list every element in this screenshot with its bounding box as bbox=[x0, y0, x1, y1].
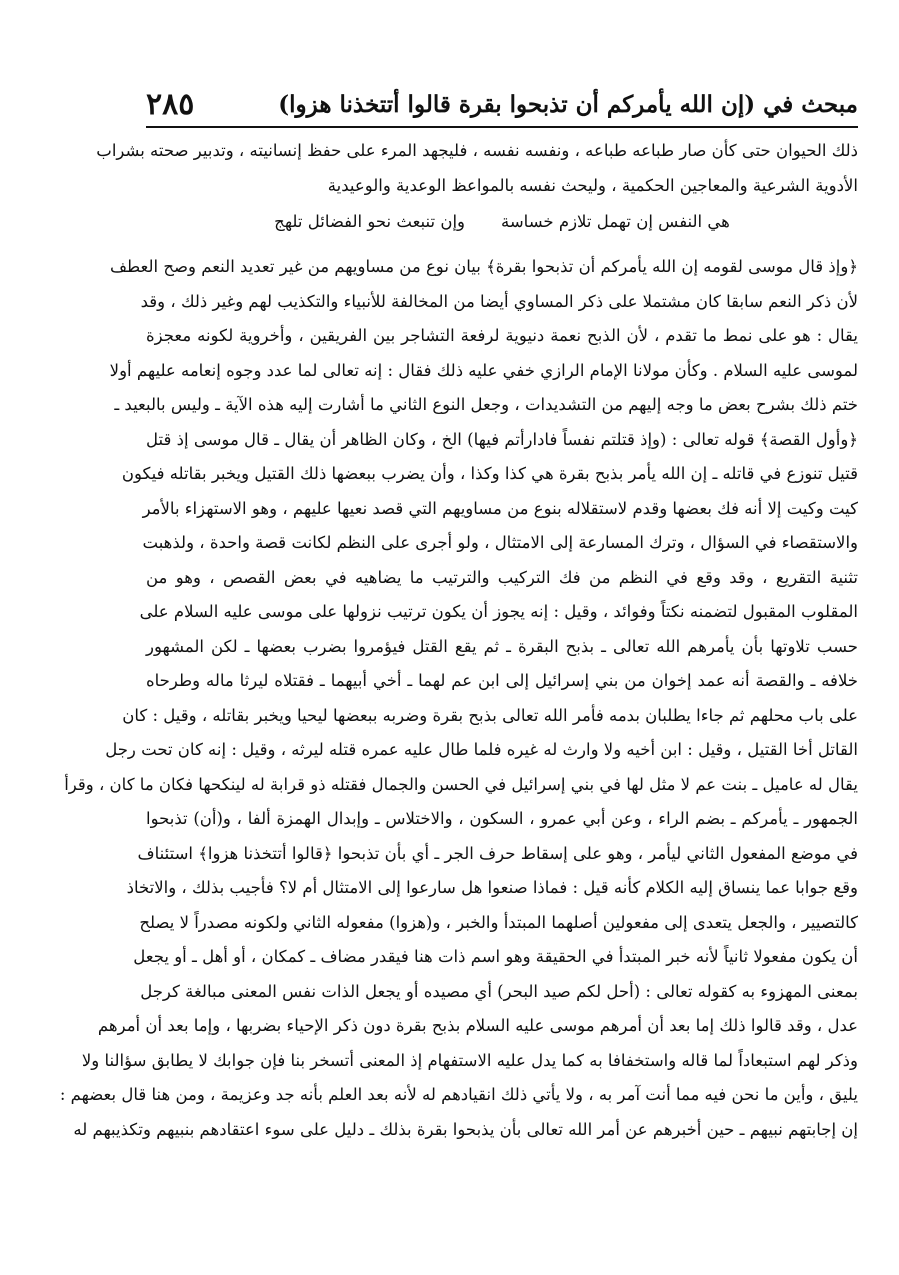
text-line: يقال له عاميل ـ بنت عم لا مثل لها في بني إسرائيل في الحسن والجمال فقتله ذو قرابة له لينكحها فكان ما كان ، وقرأ bbox=[64, 774, 858, 794]
text-line: وقع جوابا عما ينساق إليه الكلام كأنه قيل : فماذا صنعوا هل سارعوا إلى الامتثال أم لا؟ فأجيب بذلك ، والاتخاذ bbox=[126, 878, 858, 897]
text-line: كيت وكيت إلا أنه فك بعضها وقدم لاستقلاله بنوع من مساويهم التي قصد نعيها عليهم ، وهو الاستهزاء بالأمر bbox=[142, 498, 858, 518]
text-line: أن يكون مفعولا ثانياً لأنه خبر المبتدأ في الحقيقة وهو اسم ذات هنا فيقدر مضاف ـ كمكان ، أو أهل ـ أو يجعل bbox=[133, 947, 858, 966]
text-line: عدل ، وقد قالوا ذلك إما بعد أن أمرهم موسى عليه السلام بذبح بقرة دون ذكر الإحياء بضربها ، وإما بعد أن أمرهم bbox=[97, 1016, 858, 1035]
main-text bbox=[59, 250, 858, 1147]
text-line: المقلوب المقبول لتضمنه نكتاً وفوائد ، وقيل : إنه يجوز أن يكون ترتيب نزولها على موسى عليه السلام على bbox=[139, 602, 858, 621]
text-line: ذلك الحيوان حتى كأن صار طباعه طباعه ، ونفسه نفسه ، فليجهد المرء على حفظ إنسانيته ، وتدبير صحته بشراب bbox=[96, 141, 858, 160]
text-line: وذكر لهم استبعاداً لما قاله واستخفافا به كما يدل عليه الاستفهام إذ المعنى أتسخر بنا فإن جوابك لا يطابق سؤالنا ولا bbox=[81, 1050, 858, 1070]
text-line: خلافه ـ والقصة أنه عمد إخوان من بني إسرائيل إلى ابن عم لهما ـ أخي أبيهما ـ فقتلاه ليرثا ماله وطرحاه bbox=[146, 671, 858, 690]
text-line: ﴿وإذ قال موسى لقومه إن الله يأمركم أن تذبحوا بقرة﴾ بيان نوع من مساويهم من غير تعديد النعم وصح العطف bbox=[109, 257, 858, 276]
header-rule bbox=[146, 126, 858, 128]
intro-paragraph bbox=[96, 134, 858, 203]
page-number: ٢٨٥ bbox=[146, 86, 195, 122]
text-line: ختم ذلك بشرح بعض ما وجه إليهم من التشديدات ، وجعل النوع الثاني ما أشارت إليه هذه الآية ـ وليس بالبعيد ـ bbox=[114, 395, 858, 414]
text-line: في موضع المفعول الثاني ليأمر ، وهو على إسقاط حرف الجر ـ أي بأن تذبحوا ﴿قالوا أتتخذنا هزوا﴾ استئناف bbox=[137, 843, 858, 863]
text-line: يليق ، وأين ما نحن فيه مما أنت آمر به ، ولا يأتي ذلك انقيادهم له لأنه بعد العلم بأنه جد وعزيمة ، ومن هنا قال بعضهم : bbox=[59, 1085, 858, 1104]
poem-verse bbox=[146, 202, 858, 242]
text-line: على باب محلهم ثم جاءا يطلبان بدمه فأمر الله تعالى بذبح بقرة وضربه ببعضها ليحيا ويخبر بقاتله ، وقيل : كان bbox=[122, 705, 858, 725]
poem-hemistich-left: وإن تنبعث نحو الفضائل تلهج bbox=[274, 212, 465, 231]
text-line: حسب تلاوتها بأن يأمرهم الله تعالى ـ بذبح البقرة ـ ثم يقع القتل فيؤمروا بضرب بعضها ـ لكن المشهور bbox=[146, 636, 858, 656]
page-header bbox=[146, 86, 858, 122]
text-line: الجمهور ـ يأمركم ـ بضم الراء ، وعن أبي عمرو ، السكون ، والاختلاس ـ وإبدال الهمزة ألفا ، و(أن) تذبحوا bbox=[146, 809, 858, 828]
text-line: قتيل تنوزع في قاتله ـ إن الله يأمر بذبح بقرة هي كذا وكذا ، وأن يضرب ببعضها ذلك القتيل ويخبر بقاتله فيكون bbox=[121, 464, 858, 483]
poem-hemistich-right: هي النفس إن تهمل تلازم خساسة bbox=[501, 212, 730, 231]
running-title: مبحث في (إن الله يأمركم أن تذبحوا بقرة قالوا أتتخذنا هزوا) bbox=[278, 90, 858, 118]
text-line: الأدوية الشرعية والمعاجين الحكمية ، وليحث نفسه بالمواعظ الوعدية والوعيدية bbox=[327, 175, 858, 195]
text-line: تثنية التقريع ، وقد وقع في النظم من فك التركيب والترتيب ما يضاهيه في بعض القصص ، وهو من bbox=[146, 567, 858, 587]
text-line: لأن ذكر النعم سابقا كان مشتملا على ذكر المساوي أيضا من المخالفة للأنبياء والتكذيب لهم وغير ذلك ، وقد bbox=[140, 291, 858, 311]
text-line: والاستقصاء في السؤال ، وترك المسارعة إلى الامتثال ، ولو أجرى على النظم لكانت قصة واحدة ، ولذهبت bbox=[142, 533, 858, 552]
text-line: بمعنى المهزوء به كقوله تعالى : (أحل لكم صيد البحر) أي مصيده أو يجعل الذات نفس المعنى مبالغة كرجل bbox=[140, 981, 858, 1001]
text-line: كالتصيير ، والجعل يتعدى إلى مفعولين أصلهما المبتدأ والخبر ، و(هزوا) مفعوله الثاني ولكونه مصدراً لا يصلح bbox=[139, 912, 858, 932]
text-line: لموسى عليه السلام . وكأن مولانا الإمام الرازي خفي عليه ذلك فقال : إنه تعالى لما عدد وجوه إنعامه عليهم أولا bbox=[109, 360, 858, 380]
text-line: القاتل أخا القتيل ، وقيل : ابن أخيه ولا وارث له غيره فلما طال عليه عمره قتله ليرثه ، وقيل : إنه كان تحت رجل bbox=[105, 740, 858, 759]
text-line: إن إجابتهم نبيهم ـ حين أخبرهم عن أمر الله تعالى بأن يذبحوا بقرة بذلك ـ دليل على سوء اعتقادهم بنبيهم وتكذيبهم له bbox=[73, 1119, 858, 1139]
text-line: ﴿وأول القصة﴾ قوله تعالى : (وإذ قتلتم نفساً فادارأتم فيها) الخ ، وكان الظاهر أن يقال ـ قال موسى إذ قتل bbox=[146, 429, 858, 449]
text-line: يقال : هو على نمط ما تقدم ، لأن الذبح نعمة دنيوية لرفعة التشاجر بين الفريقين ، وأخروية لكونه معجزة bbox=[146, 326, 858, 345]
